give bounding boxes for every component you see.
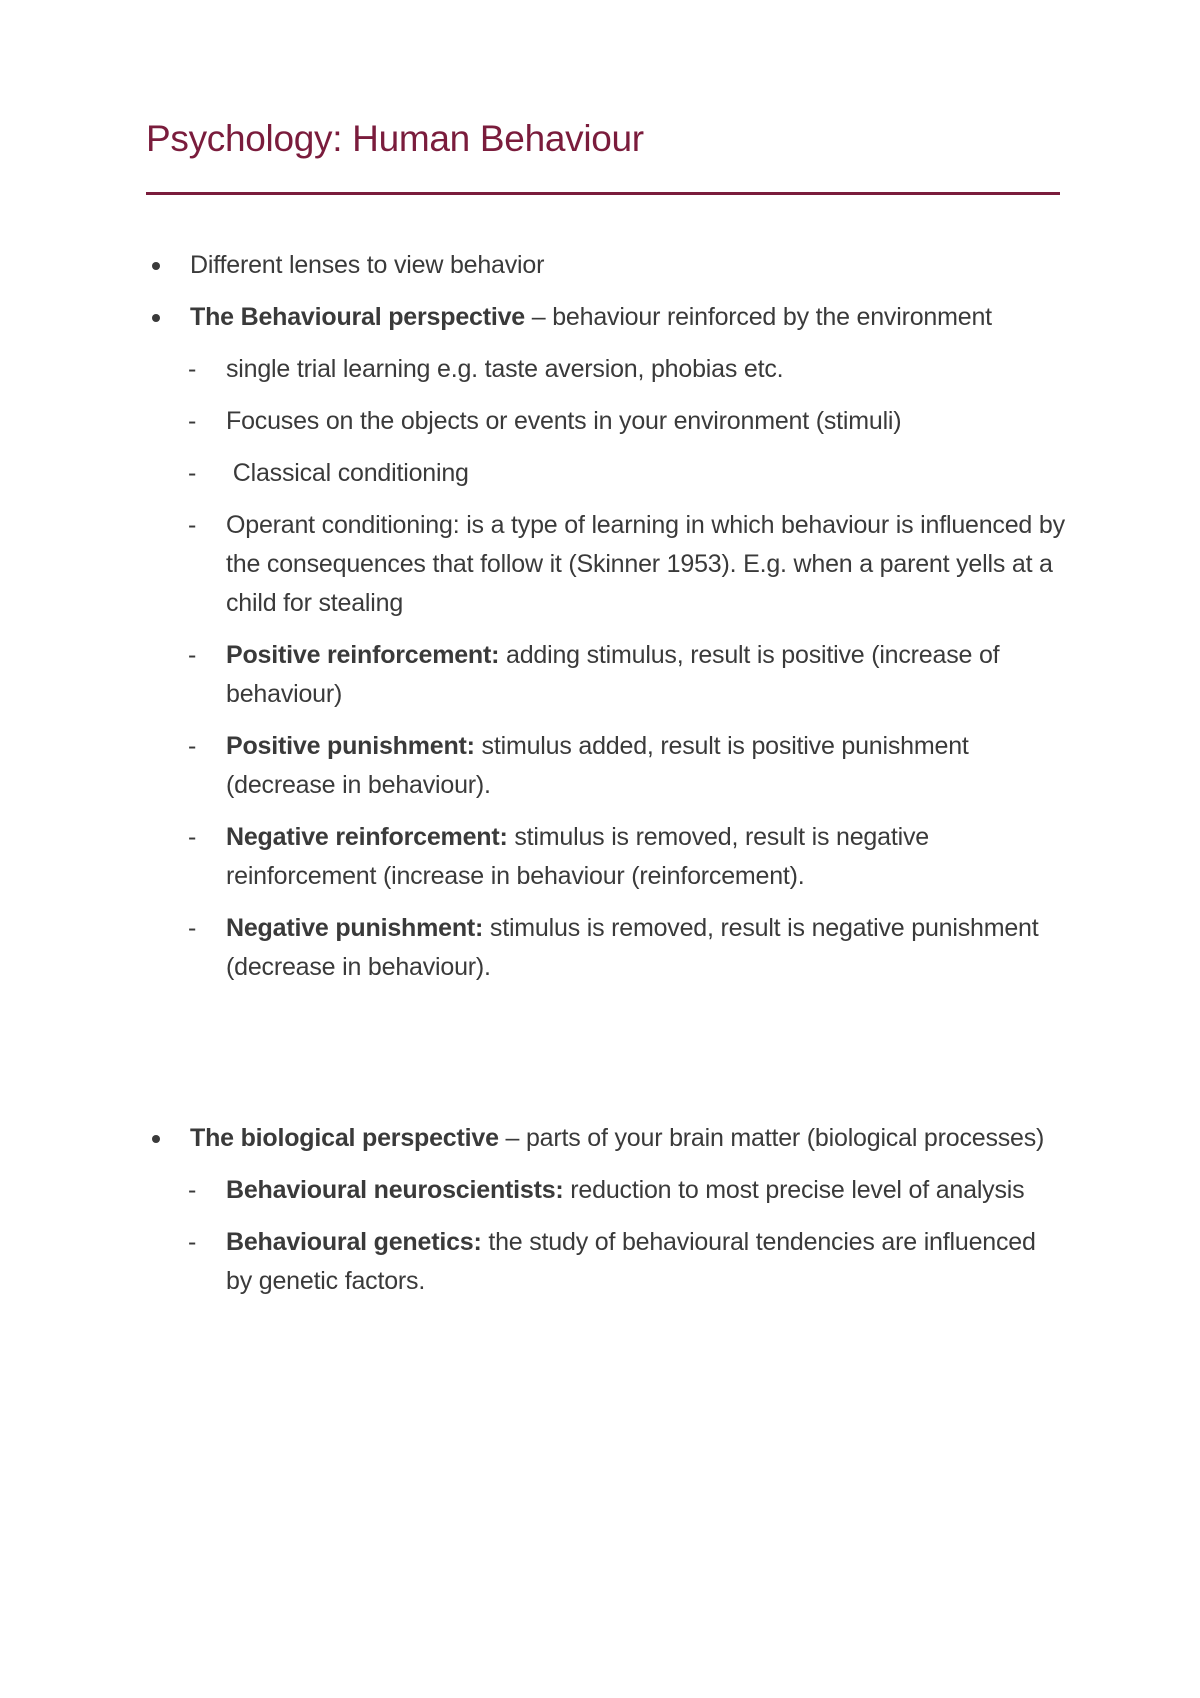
item-text: stimulus is removed, result is negative reinforcement (increase in behaviour (reinforcement). bbox=[226, 823, 929, 890]
sub-list-item bbox=[146, 1171, 1066, 1210]
dash-marker: - bbox=[188, 732, 197, 760]
list-item bbox=[146, 246, 1066, 285]
item-text: Classical conditioning bbox=[226, 459, 469, 487]
dash-marker: - bbox=[188, 914, 197, 942]
title-divider bbox=[146, 192, 1060, 195]
item-text: Focuses on the objects or events in your environment (stimuli) bbox=[226, 407, 902, 435]
dash-marker: - bbox=[188, 355, 197, 383]
list-item bbox=[146, 298, 1066, 337]
bullet-icon bbox=[152, 262, 160, 270]
item-text: – parts of your brain matter (biological processes) bbox=[498, 1124, 1045, 1152]
item-bold-label: Behavioural genetics: bbox=[226, 1228, 482, 1256]
sub-list-item bbox=[146, 454, 1066, 493]
item-bold-label: Negative punishment: bbox=[226, 914, 484, 942]
item-bold-label: Negative reinforcement: bbox=[226, 823, 508, 851]
item-text: the study of behavioural tendencies are influenced by genetic factors. bbox=[226, 1228, 1036, 1295]
dash-marker: - bbox=[188, 1176, 197, 1204]
item-bold-label: Behavioural neuroscientists: bbox=[226, 1176, 564, 1204]
document-title: Psychology: Human Behaviour bbox=[146, 118, 644, 159]
sub-list-item bbox=[146, 727, 1066, 805]
dash-marker: - bbox=[188, 1228, 197, 1256]
dash-marker: - bbox=[188, 641, 197, 669]
sub-list-item bbox=[146, 402, 1066, 441]
sub-list-item bbox=[146, 350, 1066, 389]
item-bold-label: Positive reinforcement: bbox=[226, 641, 500, 669]
dash-marker: - bbox=[188, 511, 197, 539]
bullet-icon bbox=[152, 314, 160, 322]
dash-marker: - bbox=[188, 823, 197, 851]
sub-list-item bbox=[146, 636, 1066, 714]
sub-list-item bbox=[146, 818, 1066, 896]
item-text: – behaviour reinforced by the environment bbox=[525, 303, 992, 331]
list-item bbox=[146, 1119, 1066, 1158]
item-text: single trial learning e.g. taste aversion, phobias etc. bbox=[226, 355, 784, 383]
dash-marker: - bbox=[188, 407, 197, 435]
dash-marker: - bbox=[188, 459, 197, 487]
sub-list-item bbox=[146, 506, 1066, 623]
item-text: stimulus added, result is positive punishment (decrease in behaviour). bbox=[226, 732, 969, 799]
item-bold-label: The Behavioural perspective bbox=[190, 303, 526, 331]
item-text: reduction to most precise level of analysis bbox=[563, 1176, 1025, 1204]
sub-list-item bbox=[146, 909, 1066, 987]
item-text: Different lenses to view behavior bbox=[190, 251, 545, 279]
item-bold-label: The biological perspective bbox=[190, 1124, 499, 1152]
bullet-icon bbox=[152, 1135, 160, 1143]
sub-list-item bbox=[146, 1223, 1066, 1301]
item-bold-label: Positive punishment: bbox=[226, 732, 475, 760]
item-text: adding stimulus, result is positive (increase of behaviour) bbox=[226, 641, 1000, 708]
item-text: Operant conditioning: is a type of learning in which behaviour is influenced by the consequences that follow it (Skinner 1953). E.g. when a parent yells at a child for stealing bbox=[226, 511, 1065, 617]
document-body bbox=[146, 246, 1066, 1301]
item-text: stimulus is removed, result is negative punishment (decrease in behaviour). bbox=[226, 914, 1039, 981]
